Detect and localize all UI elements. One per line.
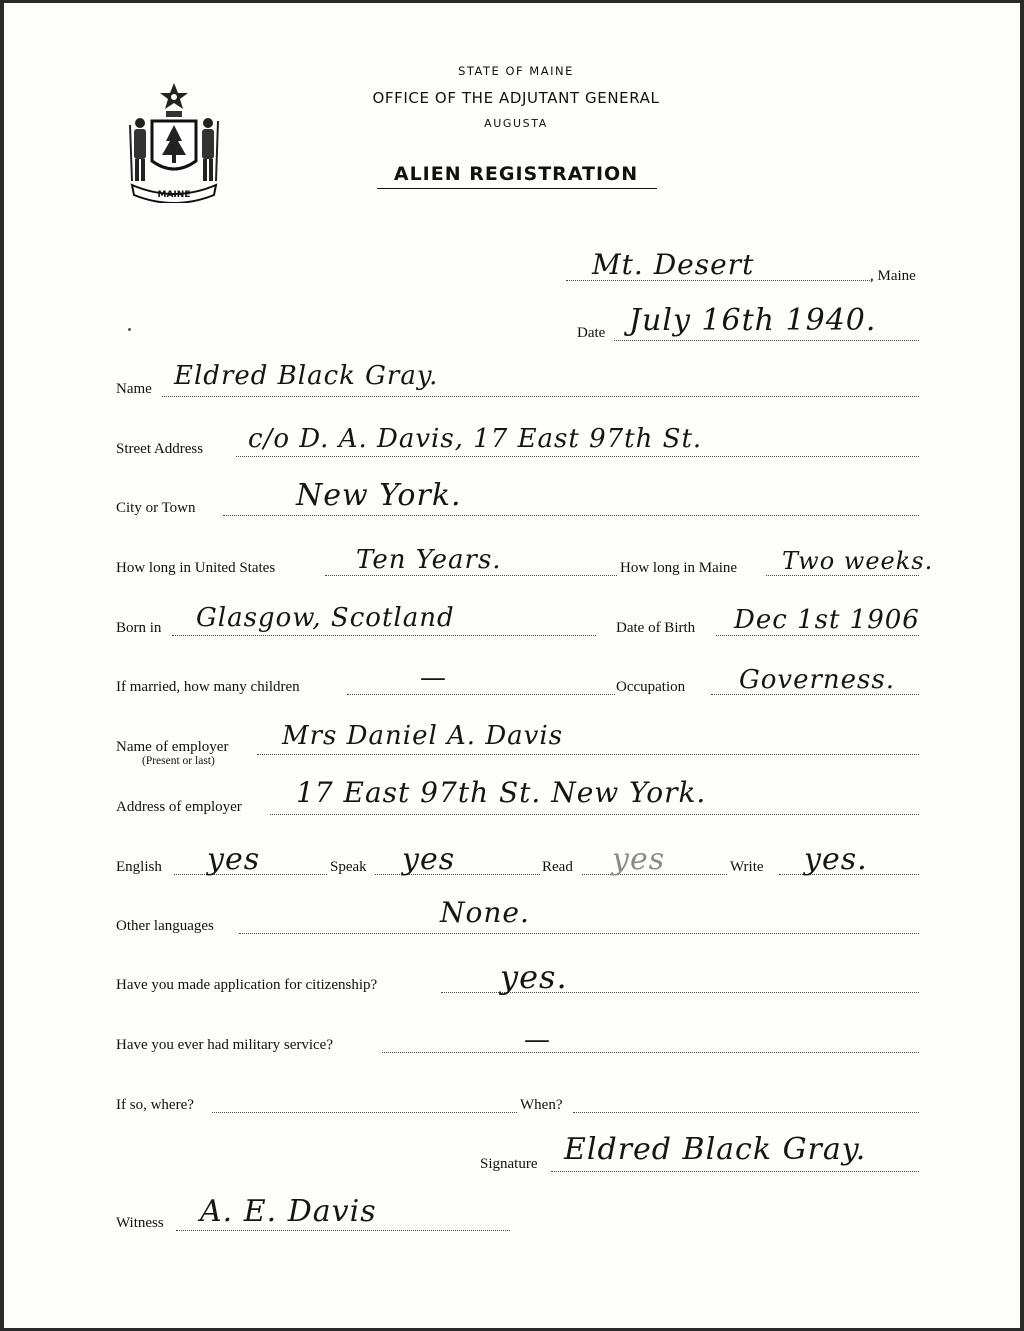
name-line: [162, 396, 919, 397]
other-languages-value: None.: [440, 896, 530, 929]
employer-line: [257, 754, 919, 755]
city-value: New York.: [296, 478, 462, 513]
military-value: —: [524, 1025, 551, 1055]
how-long-maine-value: Two weeks.: [782, 547, 934, 575]
how-long-us-label: How long in United States: [116, 560, 276, 576]
city-label: City or Town: [116, 500, 196, 516]
citizenship-label: Have you made application for citizenship?: [116, 977, 378, 993]
children-label: If married, how many children: [116, 679, 300, 695]
speak-value: yes: [402, 842, 456, 877]
title-underline: [377, 188, 657, 189]
speak-label: Speak: [330, 859, 367, 875]
when-label: When?: [520, 1097, 563, 1113]
signature-line: [551, 1171, 919, 1172]
state-heading: STATE OF MAINE: [458, 64, 574, 78]
employer-sublabel: (Present or last): [142, 755, 215, 767]
where-line: [212, 1112, 517, 1113]
date-value: July 16th 1940.: [629, 303, 877, 338]
children-line: [347, 694, 615, 695]
how-long-maine-label: How long in Maine: [620, 560, 738, 576]
signature-value: Eldred Black Gray.: [564, 1132, 867, 1167]
citizenship-value: yes.: [500, 958, 568, 996]
name-value: Eldred Black Gray.: [174, 361, 439, 391]
witness-label: Witness: [116, 1215, 164, 1231]
read-value: yes: [612, 842, 666, 877]
street-address-label: Street Address: [116, 441, 204, 457]
date-of-birth-label: Date of Birth: [616, 620, 696, 636]
date-of-birth-line: [716, 635, 919, 636]
born-in-line: [172, 635, 596, 636]
military-label: Have you ever had military service?: [116, 1037, 333, 1053]
write-label: Write: [730, 859, 764, 875]
children-value: —: [420, 663, 447, 693]
employer-address-label: Address of employer: [116, 799, 242, 815]
employer-label: Name of employer: [116, 739, 229, 755]
witness-value: A. E. Davis: [200, 1194, 377, 1229]
form-sheet: [4, 3, 1020, 1328]
date-label: Date: [577, 325, 606, 341]
born-in-label: Born in: [116, 620, 162, 636]
english-label: English: [116, 859, 162, 875]
employer-value: Mrs Daniel A. Davis: [282, 721, 564, 751]
other-languages-line: [239, 933, 919, 934]
office-heading: OFFICE OF THE ADJUTANT GENERAL: [372, 89, 660, 107]
stray-mark: [128, 328, 131, 331]
svg-text:MAINE: MAINE: [157, 190, 191, 200]
employer-address-value: 17 East 97th St. New York.: [296, 776, 707, 809]
street-address-line: [236, 456, 919, 457]
place-value: Mt. Desert: [592, 248, 755, 281]
name-label: Name: [116, 381, 152, 397]
date-of-birth-value: Dec 1st 1906: [734, 605, 920, 635]
when-line: [573, 1112, 919, 1113]
city-line: [223, 515, 919, 516]
occupation-value: Governess.: [739, 665, 896, 695]
form-title: ALIEN REGISTRATION: [393, 163, 639, 185]
how-long-us-line: [325, 575, 617, 576]
speak-line: [375, 874, 540, 875]
other-languages-label: Other languages: [116, 918, 214, 934]
witness-line: [176, 1230, 510, 1231]
employer-address-line: [270, 814, 919, 815]
write-value: yes.: [804, 842, 868, 877]
occupation-label: Occupation: [616, 679, 686, 695]
english-value: yes: [207, 842, 261, 877]
place-suffix: , Maine: [870, 268, 916, 284]
how-long-maine-line: [766, 575, 919, 576]
military-line: [382, 1052, 919, 1053]
born-in-value: Glasgow, Scotland: [196, 603, 455, 633]
where-label: If so, where?: [116, 1097, 194, 1113]
read-label: Read: [542, 859, 573, 875]
signature-label: Signature: [480, 1156, 538, 1172]
how-long-us-value: Ten Years.: [356, 545, 502, 575]
city-heading: AUGUSTA: [484, 117, 548, 130]
date-line: [614, 340, 919, 341]
street-address-value: c/o D. A. Davis, 17 East 97th St.: [248, 424, 703, 454]
